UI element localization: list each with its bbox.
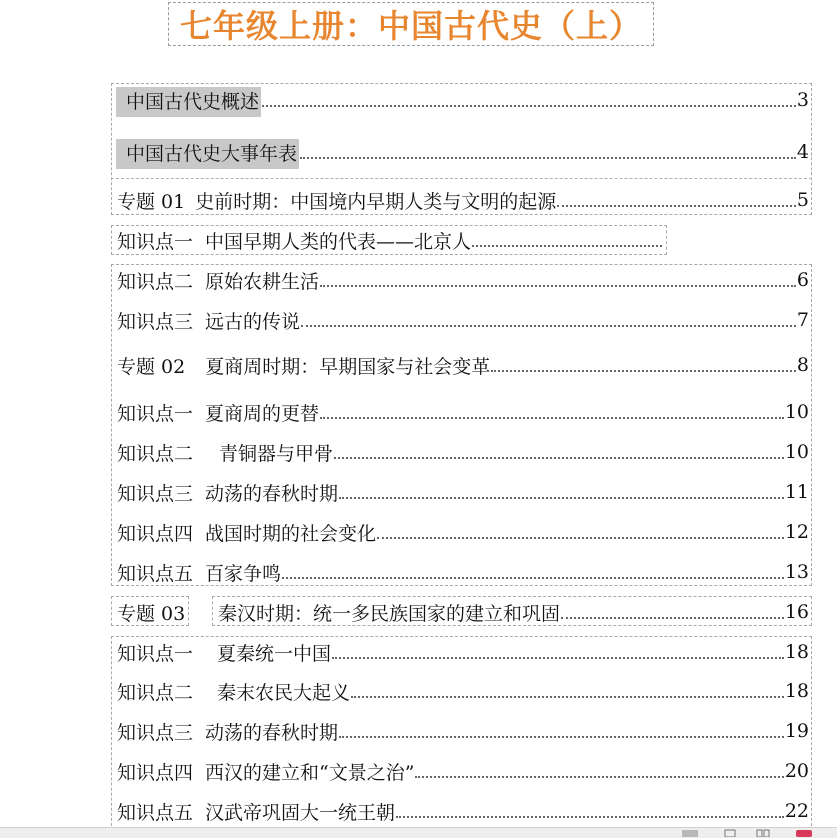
toc-topic-label: 夏商周时期：早期国家与社会变革 xyxy=(205,355,491,378)
toc-item-number: 知识点一 xyxy=(117,230,194,253)
toc-page-number: 5 xyxy=(796,189,809,211)
toc-topic-number: 专题 03 xyxy=(117,602,186,625)
toc-leader-dots xyxy=(334,457,784,459)
toc-leader-dots xyxy=(282,577,784,579)
toc-row-t02-k2[interactable] xyxy=(117,438,809,466)
toc-item-number: 知识点二 xyxy=(117,270,194,293)
toc-item-label: 夏商周的更替 xyxy=(205,402,320,425)
toc-row-t02-k5[interactable] xyxy=(117,558,809,586)
toc-page-number: 13 xyxy=(784,561,809,583)
toc-row-overview[interactable] xyxy=(116,86,809,114)
toc-page-number: 3 xyxy=(796,89,809,111)
toc-label-overview: 中国古代史概述 xyxy=(116,87,261,117)
toc-leader-dots xyxy=(561,617,784,619)
toc-leader-dots xyxy=(320,285,796,287)
toc-row-t03-k2[interactable] xyxy=(117,677,809,705)
toc-page-number: 19 xyxy=(784,720,809,742)
toc-item-number: 知识点二 xyxy=(117,442,194,465)
toc-item-label: 原始农耕生活 xyxy=(205,270,320,293)
toc-page-number: 8 xyxy=(796,354,809,376)
toc-item-number: 知识点五 xyxy=(117,801,194,824)
toc-separator xyxy=(111,178,812,179)
toc-row-t03-number[interactable] xyxy=(117,598,187,626)
toc-item-number: 知识点二 xyxy=(117,681,194,704)
toc-leader-dots xyxy=(415,776,783,778)
toc-row-t03-k3[interactable] xyxy=(117,717,809,745)
toc-row-t02-k1[interactable] xyxy=(117,398,809,426)
toc-item-label: 汉武帝巩固大一统王朝 xyxy=(205,801,396,824)
toc-item-label: 战国时期的社会变化 xyxy=(205,522,377,545)
toc-page-number: 18 xyxy=(784,641,809,663)
status-bar xyxy=(0,827,837,838)
toc-row-t01-k3[interactable] xyxy=(117,306,809,334)
toc-topic-label: 史前时期：中国境内早期人类与文明的起源 xyxy=(195,190,557,213)
toc-row-t03-k1[interactable] xyxy=(117,638,809,666)
toc-page-number: 10 xyxy=(784,441,809,463)
toc-row-t01-k1[interactable] xyxy=(117,226,663,254)
toc-topic-number: 专题 02 xyxy=(117,355,186,378)
toc-item-label: 远古的传说 xyxy=(205,310,301,333)
toc-item-number: 知识点三 xyxy=(117,721,194,744)
toc-page-number: 20 xyxy=(784,760,809,782)
toc-leader-dots xyxy=(339,736,784,738)
toc-item-label: 西汉的建立和“文景之治” xyxy=(205,761,415,784)
toc-item-label: 动荡的春秋时期 xyxy=(205,721,339,744)
toc-item-number: 知识点一 xyxy=(117,642,194,665)
app-badge-icon[interactable] xyxy=(795,829,813,837)
toc-item-label: 动荡的春秋时期 xyxy=(205,482,339,505)
toc-leader-dots xyxy=(301,325,796,327)
toc-leader-dots xyxy=(300,157,796,159)
toc-page-number: 7 xyxy=(796,309,809,331)
toc-row-t01-k2[interactable] xyxy=(117,266,809,294)
toc-leader-dots xyxy=(339,497,784,499)
toc-item-number: 知识点一 xyxy=(117,402,194,425)
toc-page-number: 11 xyxy=(784,481,809,503)
page-title: 七年级上册：中国古代史（上） xyxy=(179,7,642,45)
toc-item-label: 青铜器与甲骨 xyxy=(219,442,334,465)
toc-item-number: 知识点四 xyxy=(117,522,194,545)
toc-label-timeline: 中国古代史大事年表 xyxy=(116,139,299,169)
toc-row-t02-k3[interactable] xyxy=(117,478,809,506)
toc-leader-dots xyxy=(332,657,784,659)
toc-leader-dots xyxy=(472,245,662,247)
toc-row-timeline[interactable] xyxy=(116,138,809,166)
grid-view-icon[interactable] xyxy=(755,829,771,837)
toc-leader-dots xyxy=(377,537,784,539)
toc-row-t03-k4[interactable] xyxy=(117,757,809,785)
toc-page-number: 16 xyxy=(784,601,809,623)
toc-page-number: 12 xyxy=(784,521,809,543)
toc-topic-number: 专题 01 xyxy=(117,190,186,213)
view-mode-icon[interactable] xyxy=(680,829,700,837)
toc-row-t03-k5[interactable] xyxy=(117,797,809,825)
toc-item-label: 百家争鸣 xyxy=(205,562,282,585)
toc-page-number: 6 xyxy=(796,269,809,291)
toc-topic-label: 秦汉时期：统一多民族国家的建立和巩固 xyxy=(218,602,561,625)
toc-leader-dots xyxy=(320,417,784,419)
page-view-icon[interactable] xyxy=(722,829,738,837)
toc-item-number: 知识点三 xyxy=(117,482,194,505)
toc-item-label: 夏秦统一中国 xyxy=(217,642,332,665)
toc-leader-dots xyxy=(491,370,796,372)
toc-item-label: 中国早期人类的代表——北京人 xyxy=(205,230,472,253)
toc-page-number: 18 xyxy=(784,680,809,702)
toc-item-number: 知识点三 xyxy=(117,310,194,333)
toc-row-t03[interactable] xyxy=(218,598,809,626)
toc-leader-dots xyxy=(396,816,784,818)
toc-leader-dots xyxy=(557,205,796,207)
toc-page-number: 10 xyxy=(784,401,809,423)
toc-page-number: 22 xyxy=(784,800,809,822)
toc-item-number: 知识点四 xyxy=(117,761,194,784)
toc-leader-dots xyxy=(351,696,784,698)
toc-leader-dots xyxy=(262,105,796,107)
toc-item-number: 知识点五 xyxy=(117,562,194,585)
toc-page-number: 4 xyxy=(796,141,809,163)
toc-item-label: 秦末农民大起义 xyxy=(217,681,351,704)
toc-row-t01[interactable] xyxy=(117,186,809,214)
toc-row-t02-k4[interactable] xyxy=(117,518,809,546)
toc-row-t02[interactable] xyxy=(117,351,809,379)
title-box xyxy=(168,2,654,46)
